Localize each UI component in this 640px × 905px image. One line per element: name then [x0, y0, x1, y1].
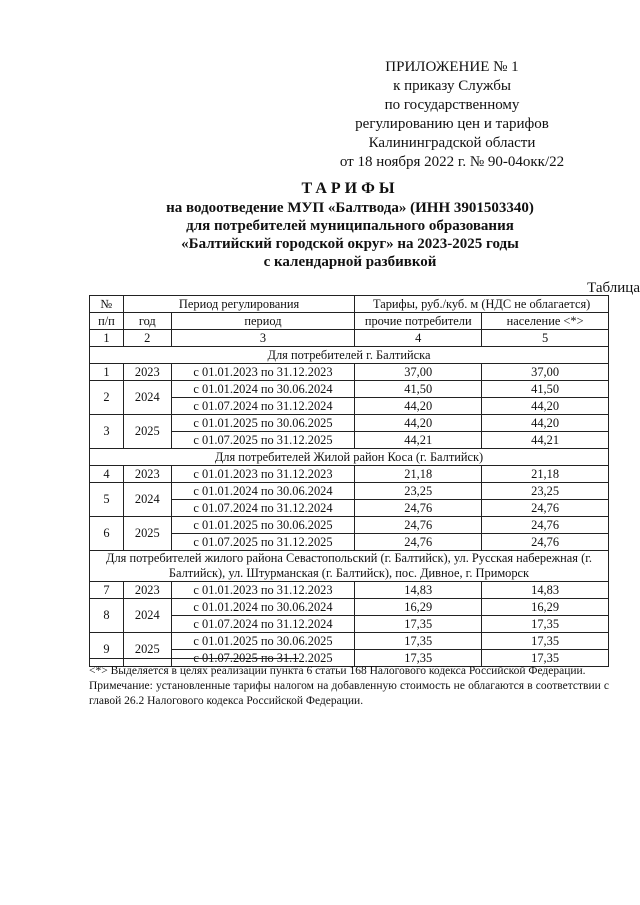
row-year: 2025: [123, 633, 171, 667]
row-tariff-other: 44,20: [355, 398, 482, 415]
row-tariff-population: 24,76: [482, 517, 609, 534]
row-tariff-population: 23,25: [482, 483, 609, 500]
row-period: с 01.01.2024 по 30.06.2024: [171, 483, 355, 500]
row-tariff-population: 24,76: [482, 500, 609, 517]
row-year: 2025: [123, 415, 171, 449]
row-period: с 01.01.2024 по 30.06.2024: [171, 599, 355, 616]
row-year: 2025: [123, 517, 171, 551]
row-tariff-other: 37,00: [355, 364, 482, 381]
table-row: [90, 582, 609, 599]
footnotes: [89, 664, 609, 709]
row-tariff-population: 17,35: [482, 633, 609, 650]
row-tariff-other: 17,35: [355, 633, 482, 650]
index-cell: 5: [482, 330, 609, 347]
header-row: [90, 313, 609, 330]
row-tariff-population: 37,00: [482, 364, 609, 381]
table-row: [90, 364, 609, 381]
header-population: население <*>: [482, 313, 609, 330]
appendix-block: [302, 58, 602, 172]
group-title: Для потребителей Жилой район Коса (г. Балтийск): [90, 449, 609, 466]
index-cell: 4: [355, 330, 482, 347]
footnote-note: Примечание: установленные тарифы налогом на добавленную стоимость не облагаются в соответствии с главой 26.2 Налогового кодекса Российской Федерации.: [89, 680, 609, 707]
header-period: период: [171, 313, 355, 330]
row-period: с 01.01.2025 по 30.06.2025: [171, 517, 355, 534]
title-line: на водоотведение МУП «Балтвода» (ИНН 3901503340): [166, 200, 534, 216]
table-row: [90, 517, 609, 534]
index-row: [90, 330, 609, 347]
row-num: 9: [90, 633, 124, 667]
index-cell: 2: [123, 330, 171, 347]
index-cell: 1: [90, 330, 124, 347]
index-cell: 3: [171, 330, 355, 347]
row-num: 3: [90, 415, 124, 449]
document-title: [60, 180, 640, 271]
row-year: 2024: [123, 599, 171, 633]
row-year: 2023: [123, 364, 171, 381]
row-num: 1: [90, 364, 124, 381]
row-num: 5: [90, 483, 124, 517]
row-tariff-other: 24,76: [355, 500, 482, 517]
group-header-row: [90, 551, 609, 582]
appendix-line: по государственному: [384, 97, 520, 113]
header-num-sub: п/п: [90, 313, 124, 330]
header-period-group: Период регулирования: [123, 296, 354, 313]
footnote-rule: [89, 658, 299, 659]
table-row: [90, 415, 609, 432]
row-tariff-other: 21,18: [355, 466, 482, 483]
row-tariff-other: 14,83: [355, 582, 482, 599]
title-line: с календарной разбивкой: [263, 254, 437, 270]
row-tariff-population: 44,21: [482, 432, 609, 449]
row-tariff-population: 44,20: [482, 415, 609, 432]
header-year: год: [123, 313, 171, 330]
row-year: 2024: [123, 483, 171, 517]
row-tariff-population: 17,35: [482, 616, 609, 633]
row-num: 6: [90, 517, 124, 551]
tariff-table: [89, 295, 609, 667]
row-tariff-other: 44,21: [355, 432, 482, 449]
row-tariff-population: 16,29: [482, 599, 609, 616]
appendix-line: от 18 ноября 2022 г. № 90-04окк/22: [339, 154, 565, 170]
row-tariff-other: 23,25: [355, 483, 482, 500]
group-header-row: [90, 449, 609, 466]
row-year: 2023: [123, 582, 171, 599]
table-row: [90, 381, 609, 398]
row-period: с 01.07.2024 по 31.12.2024: [171, 616, 355, 633]
title-line: для потребителей муниципального образования: [186, 218, 514, 234]
row-tariff-other: 44,20: [355, 415, 482, 432]
footnote-asterisk: <*> Выделяется в целях реализации пункта 6 статьи 168 Налогового кодекса Российской Федерации.: [89, 665, 586, 677]
group-header-row: [90, 347, 609, 364]
row-year: 2024: [123, 381, 171, 415]
table-row: [90, 466, 609, 483]
header-num: №: [90, 296, 124, 313]
title-main: ТАРИФЫ: [301, 180, 399, 197]
table-caption: Таблица: [587, 280, 640, 296]
row-tariff-population: 17,35: [482, 650, 609, 667]
row-tariff-population: 24,76: [482, 534, 609, 551]
header-row: [90, 296, 609, 313]
row-num: 2: [90, 381, 124, 415]
row-period: с 01.07.2024 по 31.12.2024: [171, 500, 355, 517]
row-num: 4: [90, 466, 124, 483]
row-num: 8: [90, 599, 124, 633]
row-tariff-other: 17,35: [355, 616, 482, 633]
row-tariff-other: 17,35: [355, 650, 482, 667]
group-title: Для потребителей жилого района Севастопольский (г. Балтийск), ул. Русская набережная (г. Балтийск), ул. Штурманская (г. Балтийск), пос. Дивное, г. Приморск: [90, 551, 609, 582]
row-period: с 01.07.2025 по 31.12.2025: [171, 534, 355, 551]
appendix-line: Калининградской области: [368, 135, 536, 151]
row-tariff-population: 21,18: [482, 466, 609, 483]
group-title: Для потребителей г. Балтийска: [90, 347, 609, 364]
row-tariff-other: 41,50: [355, 381, 482, 398]
appendix-line: ПРИЛОЖЕНИЕ № 1: [385, 59, 519, 75]
row-period: с 01.01.2024 по 30.06.2024: [171, 381, 355, 398]
header-other: прочие потребители: [355, 313, 482, 330]
row-period: с 01.07.2025 по 31.12.2025: [171, 432, 355, 449]
row-period: с 01.01.2025 по 30.06.2025: [171, 415, 355, 432]
row-tariff-population: 41,50: [482, 381, 609, 398]
title-line: «Балтийский городской округ» на 2023-2025 годы: [181, 236, 519, 252]
row-period: с 01.01.2023 по 31.12.2023: [171, 582, 355, 599]
row-tariff-other: 24,76: [355, 534, 482, 551]
row-num: 7: [90, 582, 124, 599]
row-tariff-other: 16,29: [355, 599, 482, 616]
appendix-line: регулированию цен и тарифов: [355, 116, 549, 132]
row-tariff-population: 14,83: [482, 582, 609, 599]
row-period: с 01.07.2024 по 31.12.2024: [171, 398, 355, 415]
table-row: [90, 599, 609, 616]
row-tariff-population: 44,20: [482, 398, 609, 415]
table-row: [90, 483, 609, 500]
table-row: [90, 633, 609, 650]
row-period: с 01.01.2023 по 31.12.2023: [171, 466, 355, 483]
row-period: с 01.01.2025 по 30.06.2025: [171, 633, 355, 650]
header-tariff-group: Тарифы, руб./куб. м (НДС не облагается): [355, 296, 609, 313]
row-year: 2023: [123, 466, 171, 483]
row-period: с 01.07.2025 по 31.12.2025: [171, 650, 355, 667]
row-period: с 01.01.2023 по 31.12.2023: [171, 364, 355, 381]
row-tariff-other: 24,76: [355, 517, 482, 534]
appendix-line: к приказу Службы: [393, 78, 511, 94]
tariff-table-body: [90, 296, 609, 667]
